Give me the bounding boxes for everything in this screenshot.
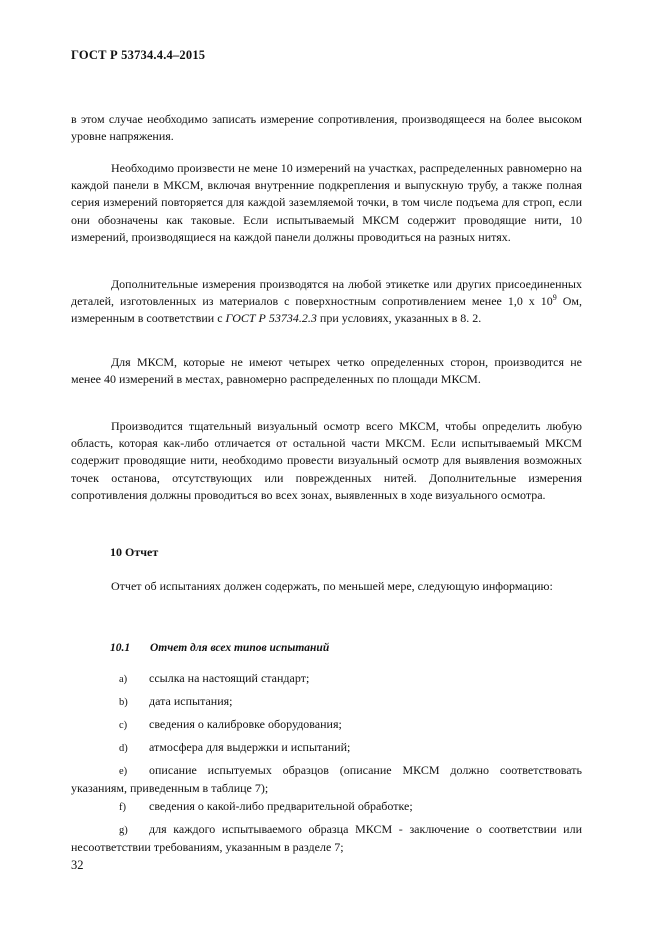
paragraph: Необходимо произвести не мене 10 измерений на участках, распределенных равномерно на каждой панели в МКСМ, включая внутренние подкрепления и выпускную трубу, а также полная серия измерений повторяется для каждой заземляемой точки, в том числе подъема для строп, если они обозначены как таковые. Если испытываемый МКСМ содержит проводящие нити, 10 измерений, производящиеся на каждой панели должны проводиться на разных нитях.	[71, 161, 582, 244]
list-item-text: сведения о калибровке оборудования;	[149, 717, 342, 731]
list-item	[71, 716, 582, 734]
section-title: 10 Отчет	[110, 545, 159, 559]
list-item-text: дата испытания;	[149, 694, 233, 708]
list-letter: b)	[119, 697, 128, 708]
document-header: ГОСТ Р 53734.4.4–2015	[71, 48, 206, 62]
list-item-text: сведения о какой-либо предварительной обработке;	[149, 799, 413, 813]
exponent: 9	[552, 293, 557, 303]
list-item	[71, 798, 582, 816]
list-item-text: ссылка на настоящий стандарт;	[149, 671, 310, 685]
paragraph: Производится тщательный визуальный осмотр всего МКСМ, чтобы определить любую область, которая как-либо отличается от остальной части МКСМ. Если испытываемый МКСМ содержит проводящие нити, необходимо провести визуальный осмотр для выявления возможных точек останова, отсутствующих или поврежденных нитей. Дополнительные измерения сопротивления должны проводиться во всех зонах, выявленных в ходе визуального осмотра.	[71, 419, 582, 502]
subsection-number: 10.1	[110, 642, 131, 654]
list-item	[71, 762, 582, 797]
list-item	[71, 739, 582, 757]
list-letter: g)	[119, 825, 128, 836]
section-intro: Отчет об испытаниях должен содержать, по меньшей мере, следующую информацию:	[111, 579, 553, 593]
subsection-title: Отчет для всех типов испытаний	[150, 642, 330, 654]
list-item-text: для каждого испытываемого образца МКСМ - заключение о соответствии или несоответствии требованиям, указанным в разделе 7;	[71, 822, 582, 855]
subsection-heading	[110, 642, 329, 654]
standard-reference: ГОСТ Р 53734.2.3	[225, 311, 317, 326]
list-item	[71, 821, 582, 856]
paragraph	[71, 276, 582, 328]
paragraph-text: при условиях, указанных в 8. 2.	[316, 311, 482, 326]
list-item	[71, 670, 582, 688]
paragraph: Для МКСМ, которые не имеют четырех четко определенных сторон, производится не менее 40 измерений в местах, равномерно распределенных по площади МКСМ.	[71, 355, 582, 387]
list-letter: а)	[119, 674, 128, 685]
list-item-text: описание испытуемых образцов (описание МКСМ должно соответствовать указаниям, приведенным в таблице 7);	[71, 763, 582, 796]
list-letter: c)	[119, 720, 128, 731]
page-number: 32	[71, 858, 84, 872]
paragraph-text: Дополнительные измерения производятся на любой этикетке или других присоединенных деталей, изготовленных из материалов с поверхностным сопротивлением менее 1,0 х 10	[71, 277, 582, 309]
list-item	[71, 693, 582, 711]
paragraph: в этом случае необходимо записать измерение сопротивления, производящееся на более высоком уровне напряжения.	[71, 112, 582, 144]
list-letter: e)	[119, 766, 128, 777]
list-letter: f)	[119, 802, 126, 813]
list-item-text: атмосфера для выдержки и испытаний;	[149, 740, 351, 754]
list-letter: d)	[119, 743, 128, 754]
paragraph-text: Ом, измеренным в соответствии с	[71, 294, 582, 326]
